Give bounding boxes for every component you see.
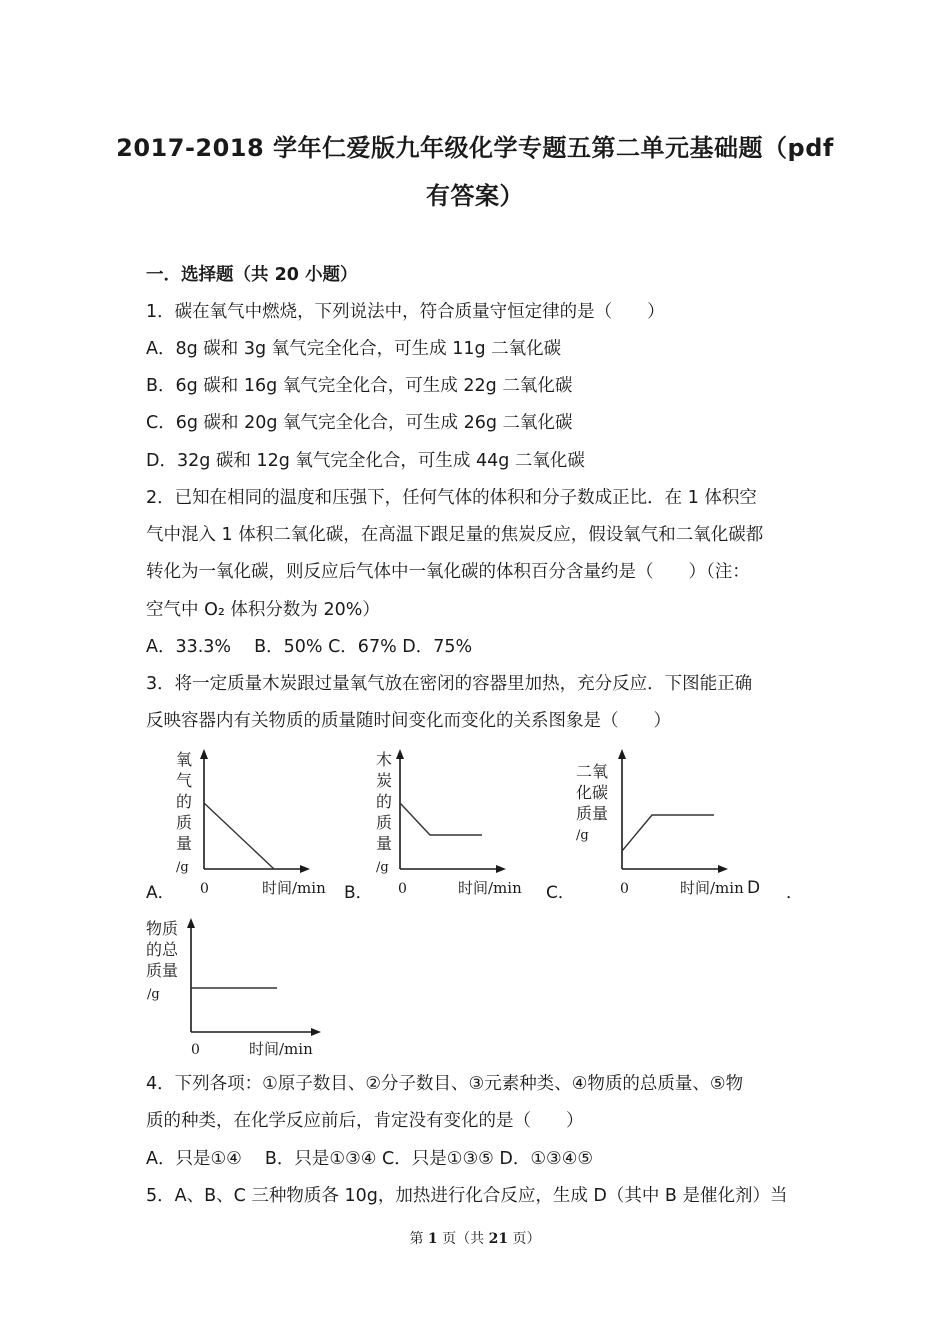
graph-option-a-label: A． [146, 883, 175, 903]
text-line: 气中混入 1 体积二氧化碳，在高温下跟足量的焦炭反应，假设氧气和二氧化碳都 [146, 525, 764, 545]
graph-b-unit: /g [376, 860, 389, 875]
section-heading: 一．选择题（共 20 小题） [146, 265, 358, 285]
graph-b-origin: 0 [398, 881, 407, 897]
text-line: 5．A、B、C 三种物质各 10g，加热进行化合反应，生成 D（其中 B 是催化剂）当 [146, 1186, 788, 1206]
graph-d-xlabel: 时间/min [249, 1040, 313, 1058]
graph-a-ylabel: 氧气的质量 [176, 750, 193, 853]
graph-c-origin: 0 [620, 881, 629, 897]
document-title-line1: 2017-2018 学年仁爱版九年级化学专题五第二单元基础题（pdf [116, 134, 834, 162]
text-line: 1．碳在氧气中燃烧，下列说法中，符合质量守恒定律的是（ ） [146, 302, 665, 322]
graph-option-d-label: D [747, 878, 761, 898]
graph-d-origin: 0 [191, 1042, 200, 1058]
page-footer [0, 1228, 950, 1248]
footer-mid: 页（共 [437, 1231, 489, 1247]
text-line: 4．下列各项：①原子数目、②分子数目、③元素种类、④物质的总质量、⑤物 [146, 1074, 744, 1094]
text-line: 3．将一定质量木炭跟过量氧气放在密闭的容器里加热，充分反应．下图能正确 [146, 674, 753, 694]
graph-c-ylabel: 二氧化碳质量 [576, 762, 609, 823]
text-line: 质的种类，在化学反应前后，肯定没有变化的是（ ） [146, 1111, 584, 1131]
footer-total-pages: 21 [488, 1231, 509, 1247]
graph-c-xlabel: 时间/min [680, 879, 744, 897]
text-line: D．32g 碳和 12g 氧气完全化合，可生成 44g 二氧化碳 [146, 451, 585, 471]
text-line: 空气中 O₂ 体积分数为 20%） [146, 600, 380, 620]
graph-c-unit: /g [576, 828, 589, 843]
graph-a-origin: 0 [200, 881, 209, 897]
graph-a-unit: /g [176, 860, 189, 875]
graph-a-xlabel: 时间/min [262, 879, 326, 897]
graph-d-unit: /g [147, 987, 160, 1002]
graph-option-d-dot: ． [786, 883, 803, 903]
graph-d [143, 912, 328, 1060]
footer-pre: 第 [409, 1231, 428, 1247]
graph-c [570, 745, 746, 900]
graph-b-xlabel: 时间/min [458, 879, 522, 897]
graph-b-ylabel: 木炭的质量 [376, 750, 393, 853]
text-line: 2．已知在相同的温度和压强下，任何气体的体积和分子数成正比．在 1 体积空 [146, 488, 757, 508]
graph-b-line [400, 803, 482, 835]
text-line: 反映容器内有关物质的质量随时间变化而变化的关系图象是（ ） [146, 711, 671, 731]
graph-c-line [622, 815, 714, 851]
graph-a-line [204, 803, 274, 869]
graph-option-b-label: B． [344, 883, 373, 903]
footer-post: 页） [508, 1231, 541, 1247]
text-line: B．6g 碳和 16g 氧气完全化合，可生成 22g 二氧化碳 [146, 376, 573, 396]
text-line: A．8g 碳和 3g 氧气完全化合，可生成 11g 二氧化碳 [146, 339, 562, 359]
text-line: C．6g 碳和 20g 氧气完全化合，可生成 26g 二氧化碳 [146, 413, 573, 433]
graph-option-c-label: C． [546, 883, 575, 903]
document-title-line2: 有答案） [426, 182, 524, 210]
graph-b [370, 745, 535, 900]
graph-d-ylabel: 物质的总质量 [146, 919, 179, 980]
footer-page-number: 1 [427, 1231, 438, 1247]
text-line: A．33.3% B．50% C．67% D．75% [146, 637, 473, 657]
text-line: A．只是①④ B．只是①③④ C．只是①③⑤ D．①③④⑤ [146, 1149, 594, 1169]
text-line: 转化为一氧化碳，则反应后气体中一氧化碳的体积百分含量约是（ ）（注： [146, 562, 750, 582]
graph-a [170, 745, 340, 900]
